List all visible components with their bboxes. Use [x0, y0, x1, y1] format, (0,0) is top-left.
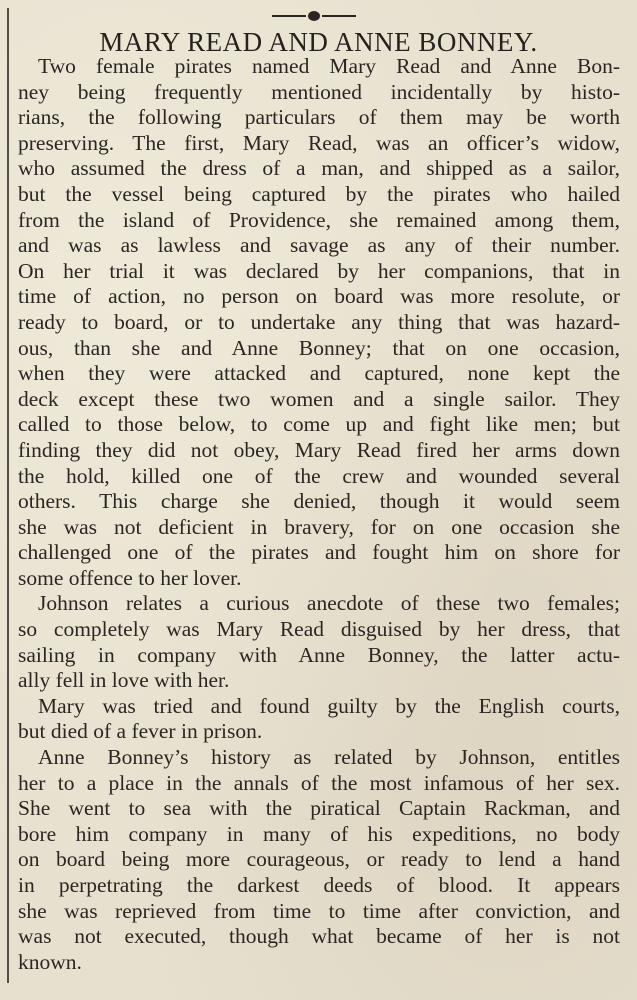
text-line: others. This charge she denied, though it would seem: [18, 489, 620, 514]
article-body: [18, 54, 620, 975]
text-line: deck except these two women and a single sailor. They: [18, 386, 620, 411]
text-line: preserving. The first, Mary Read, was an officer’s widow,: [18, 130, 620, 155]
text-line: called to those below, to come up and fight like men; but: [18, 412, 620, 437]
text-line: so completely was Mary Read disguised by her dress, that: [18, 617, 620, 642]
text-line: finding they did not obey, Mary Read fired her arms down: [18, 437, 620, 462]
text-line: Johnson relates a curious anecdote of these two females;: [38, 591, 620, 616]
text-line: On her trial it was declared by her companions, that in: [18, 258, 620, 283]
text-line: time of action, no person on board was more resolute, or: [18, 284, 620, 309]
text-line: but died of a fever in prison.: [18, 719, 263, 744]
text-line: her to a place in the annals of the most infamous of her sex.: [18, 770, 620, 795]
text-line: who assumed the dress of a man, and shipped as a sailor,: [18, 156, 620, 181]
text-line: was not executed, though what became of her is not: [18, 924, 620, 949]
text-line: some offence to her lover.: [18, 565, 242, 590]
text-line: rians, the following particulars of them may be worth: [18, 105, 620, 130]
text-line: Mary was tried and found guilty by the English courts,: [38, 693, 620, 718]
article-title: MARY READ AND ANNE BONNEY.: [99, 27, 538, 57]
text-line: ally fell in love with her.: [18, 668, 230, 693]
left-column-rule: [7, 8, 9, 983]
text-line: but the vessel being captured by the pirates who hailed: [18, 181, 620, 206]
text-line: challenged one of the pirates and fought him on shore for: [18, 540, 620, 565]
header-ornament: [272, 10, 356, 22]
text-line: she was reprieved from time to time after conviction, and: [18, 898, 620, 923]
text-line: the hold, killed one of the crew and wounded several: [18, 463, 620, 488]
text-line: She went to sea with the piratical Captain Rackman, and: [18, 796, 620, 821]
text-line: bore him company in many of his expeditions, no body: [18, 821, 620, 846]
text-line: in perpetrating the darkest deeds of blood. It appears: [18, 873, 620, 897]
text-line: on board being more courageous, or ready to lend a hand: [18, 847, 620, 872]
text-line: sailing in company with Anne Bonney, the latter actu-: [18, 642, 620, 667]
text-line: Two female pirates named Mary Read and Anne Bon-: [38, 54, 620, 78]
text-line: Anne Bonney’s history as related by Johnson, entitles: [38, 745, 620, 770]
text-line: ney being frequently mentioned incidentally by histo-: [18, 79, 620, 104]
text-line: when they were attacked and captured, none kept the: [18, 361, 620, 386]
text-line: she was not deficient in bravery, for on one occasion she: [18, 514, 620, 539]
text-line: from the island of Providence, she remained among them,: [18, 207, 620, 232]
text-line: ous, than she and Anne Bonney; that on one occasion,: [18, 335, 620, 360]
text-line: ready to board, or to undertake any thing that was hazard-: [18, 309, 620, 334]
text-line: known.: [18, 949, 82, 974]
text-line: and was as lawless and savage as any of their number.: [18, 233, 620, 258]
